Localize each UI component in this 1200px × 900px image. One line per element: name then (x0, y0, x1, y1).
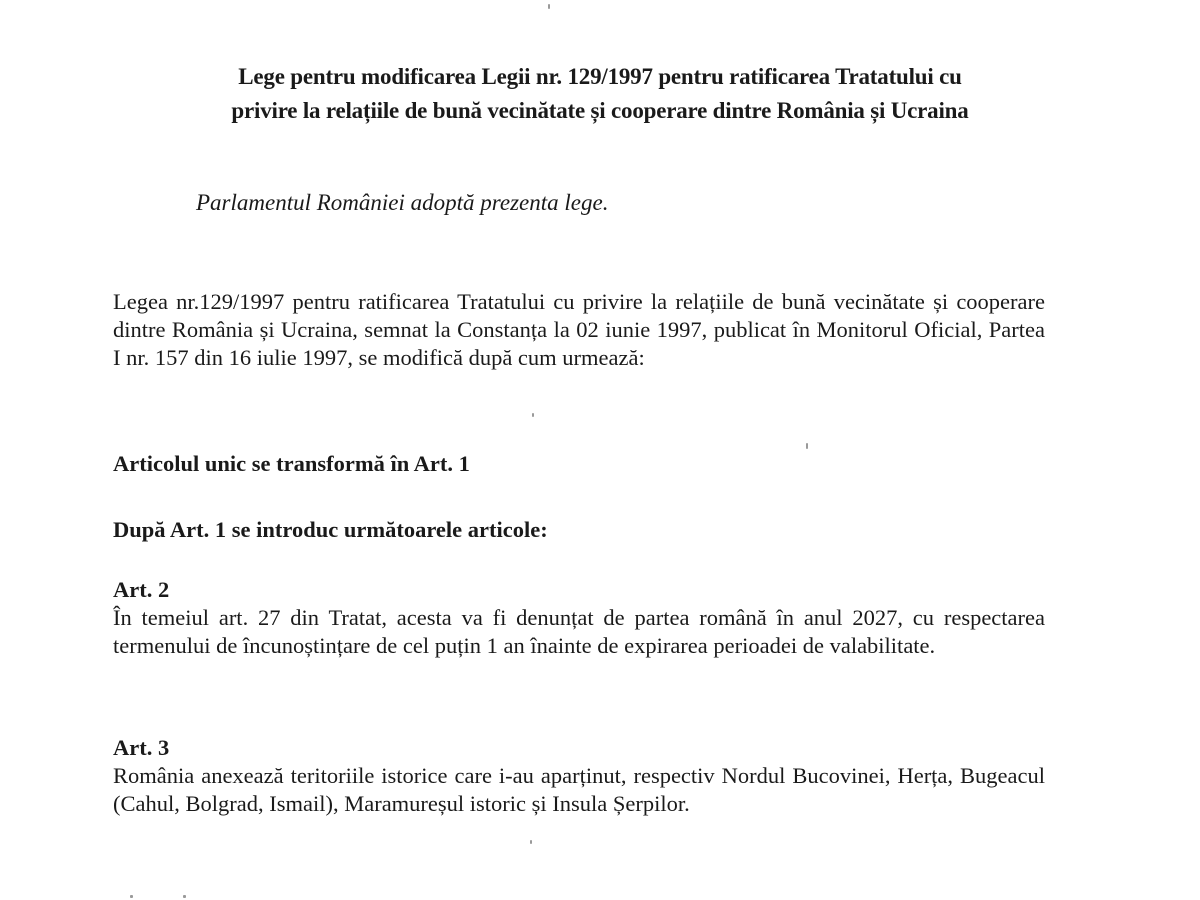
article-unique-statement: Articolul unic se transformă în Art. 1 (113, 451, 470, 476)
intro-paragraph: Legea nr.129/1997 pentru ratificarea Tratatului cu privire la relațiile de bună vecinătate și cooperare dintre România și Ucraina, semnat la Constanța la 02 iunie 1997, publicat în Monitorul Oficial, Partea I nr. 157 din 16 iulie 1997, se modifică după cum urmează: (113, 289, 1045, 370)
law-title (120, 60, 1080, 128)
article-3-text: România anexează teritoriile istorice care i-au aparținut, respectiv Nordul Bucovinei, Herța, Bugeacul (Cahul, Bolgrad, Ismail), Maramureșul istoric și Insula Șerpilor. (113, 763, 1045, 816)
law-title-line-1: Lege pentru modificarea Legii nr. 129/1997 pentru ratificarea Tratatului cu (238, 64, 962, 89)
scan-speck (530, 840, 532, 844)
article-2-heading: Art. 2 (113, 577, 170, 602)
scan-speck (532, 413, 534, 417)
scan-speck (130, 895, 133, 898)
article-3-heading: Art. 3 (113, 735, 170, 760)
article-2-text: În temeiul art. 27 din Tratat, acesta va fi denunțat de partea română în anul 2027, cu respectarea termenului de încunoștințare de cel puțin 1 an înainte de expirarea perioadei de valabilitate. (113, 605, 1045, 658)
adoption-formula: Parlamentul României adoptă prezenta lege. (196, 190, 609, 215)
scan-speck (183, 895, 186, 898)
law-title-line-2: privire la relațiile de bună vecinătate și cooperare dintre România și Ucraina (231, 98, 969, 123)
scan-speck (806, 443, 808, 449)
introduce-articles-statement: După Art. 1 se introduc următoarele articole: (113, 517, 548, 542)
scan-speck (548, 4, 550, 9)
